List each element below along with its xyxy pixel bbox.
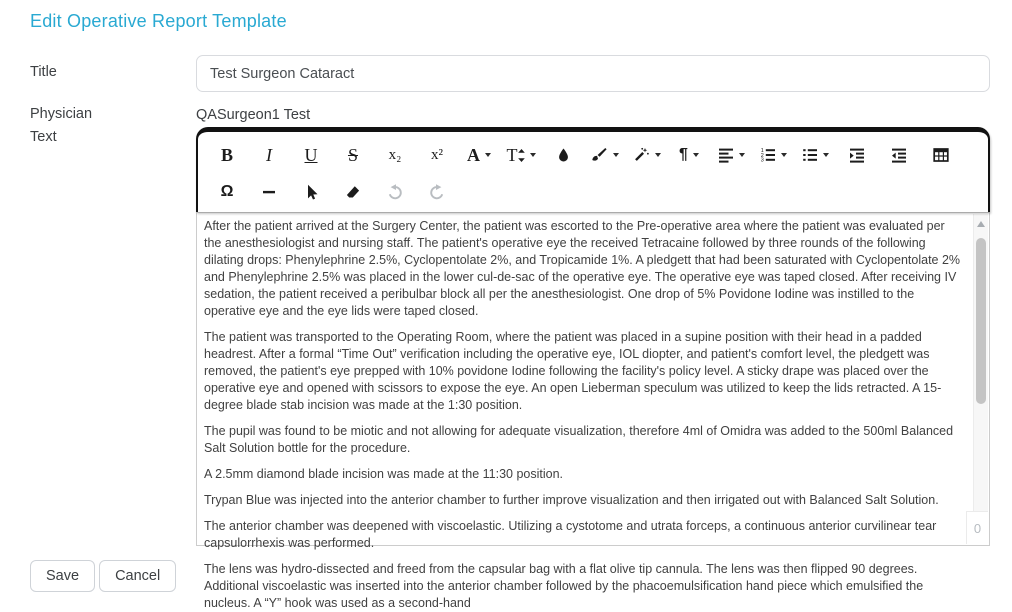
- paragraph: The anterior chamber was deepened with viscoelastic. Utilizing a cystotome and utrata forceps, a continuous anterior curvilinear tear capsulorrhexis was performed.: [204, 519, 937, 550]
- strikethrough-icon: S: [347, 145, 358, 165]
- paragraph-format-button[interactable]: [668, 136, 710, 174]
- strikethrough-button[interactable]: [332, 136, 374, 174]
- edit-operative-report-page: [0, 11, 1012, 610]
- paragraph: After the patient arrived at the Surgery Center, the patient was escorted to the Pre-operative area where the patient was evaluated per the anesthesiologist and nursing staff. The patient's operative eye the received Tetracaine followed by three rounds of the following dilating drops: Phenylephrine 2.5%, Cyclopentolate 2%, and Tropicamide 1%. A pledgett that had been saturated with Cyclopentolate 2% and Phenylephrine 2.5% was placed in the lower cul-de-sac of the operative eye. The operative eye was taped closed. After receiving IV sedation, the patient received a peribulbar block all per the anesthesiologist. One drop of 5% Povidone Iodine was instilled to the operative eye and the eye lids were taped closed.: [204, 219, 961, 318]
- chevron-down-icon: [781, 153, 787, 157]
- outdent-icon: [891, 147, 907, 163]
- select-all-button[interactable]: [290, 174, 332, 210]
- horizontal-line-icon: [262, 184, 276, 200]
- inline-style-button[interactable]: [626, 136, 668, 174]
- svg-text:1: 1: [760, 148, 764, 154]
- bold-button[interactable]: [206, 136, 248, 174]
- updown-arrows-icon: [518, 149, 525, 162]
- underline-icon: U: [304, 145, 318, 165]
- align-left-icon: [718, 147, 734, 163]
- indent-button[interactable]: [836, 136, 878, 174]
- chevron-down-icon: [823, 153, 829, 157]
- font-size-button[interactable]: [500, 136, 542, 174]
- unordered-list-button[interactable]: [794, 136, 836, 174]
- editor-scrollbar[interactable]: [973, 214, 988, 544]
- redo-icon: [429, 184, 445, 200]
- undo-icon: [387, 184, 403, 200]
- eraser-icon: [345, 184, 361, 200]
- chevron-down-icon: [613, 153, 619, 157]
- paragraph: The lens was hydro-dissected and freed from the capsular bag with a flat olive tip cannula. The lens was then flipped 90 degrees. Additional viscoelastic was inserted into the anterior chamber followed by the phacoemulsification hand piece which emulsified the nucleus. A “Y” hook was used as a second-hand: [204, 562, 924, 610]
- paragraph: The pupil was found to be miotic and not allowing for adequate visualization, therefore 4ml of Omidra was added to the 500ml Balanced Salt Solution bottle for the procedure.: [204, 424, 954, 455]
- redo-button[interactable]: [416, 174, 458, 210]
- scroll-up-icon[interactable]: [977, 221, 985, 227]
- omega-icon: Ω: [220, 183, 234, 200]
- cancel-button[interactable]: Cancel: [99, 560, 176, 592]
- italic-icon: I: [266, 145, 272, 165]
- text-color-button[interactable]: [542, 136, 584, 174]
- physician-label: Physician: [30, 106, 93, 122]
- font-family-button[interactable]: [458, 136, 500, 174]
- align-button[interactable]: [710, 136, 752, 174]
- svg-text:3: 3: [760, 157, 764, 164]
- cursor-arrow-icon: [304, 184, 318, 200]
- ordered-list-icon: [760, 147, 776, 163]
- editor-content[interactable]: [196, 212, 990, 610]
- paragraph: Trypan Blue was injected into the anterior chamber to further improve visualization and then irrigated out with Balanced Salt Solution.: [204, 493, 939, 507]
- chevron-down-icon: [530, 153, 536, 157]
- indent-icon: [849, 147, 865, 163]
- text-label: Text: [30, 129, 57, 145]
- paragraph: The patient was transported to the Operating Room, where the patient was placed in a supine position with their head in a padded headrest. After a formal “Time Out” verification including the operative eye, IOL diopter, and patient's comfort level, the pledgett was removed, the patient's eye prepped with 10% povidone Iodine following the facility's policy level. A sticky drape was placed over the operative eye and opened with scissors to expose the eye. An open Lieberman speculum was utilized to keep the lids retracted. A 15-degree blade stab incision was made at the 1:30 position.: [204, 330, 942, 412]
- paragraph-icon: ¶: [679, 146, 688, 163]
- physician-value: QASurgeon1 Test: [196, 107, 311, 123]
- paragraph: A 2.5mm diamond blade incision was made at the 11:30 position.: [204, 467, 564, 481]
- superscript-icon: x²: [431, 146, 443, 163]
- outdent-button[interactable]: [878, 136, 920, 174]
- char-counter: 0: [966, 511, 988, 544]
- bold-icon: B: [220, 145, 233, 165]
- insert-table-button[interactable]: [920, 136, 962, 174]
- underline-button[interactable]: [290, 136, 332, 174]
- superscript-button[interactable]: [416, 136, 458, 174]
- title-label: Title: [30, 64, 57, 80]
- title-input[interactable]: [196, 55, 990, 92]
- physician-row: [30, 106, 990, 123]
- droplet-icon: [556, 147, 571, 163]
- magic-wand-icon: [633, 147, 650, 163]
- clear-formatting-button[interactable]: [332, 174, 374, 210]
- subscript-button[interactable]: [374, 136, 416, 174]
- rich-text-editor: [196, 127, 990, 610]
- svg-text:2: 2: [760, 152, 764, 159]
- ordered-list-button[interactable]: [752, 136, 794, 174]
- paint-format-button[interactable]: [584, 136, 626, 174]
- scrollbar-thumb[interactable]: [976, 238, 986, 404]
- subscript-icon: x₂: [388, 146, 402, 163]
- editor-toolbar: [196, 127, 990, 212]
- unordered-list-icon: [802, 147, 818, 163]
- table-icon: [933, 147, 949, 163]
- toolbar-row-1: [206, 136, 980, 174]
- font-family-icon: A: [467, 145, 480, 165]
- undo-button[interactable]: [374, 174, 416, 210]
- save-button[interactable]: Save: [30, 560, 95, 592]
- chevron-down-icon: [739, 153, 745, 157]
- special-characters-button[interactable]: [206, 174, 248, 210]
- toolbar-row-2: [206, 174, 980, 210]
- title-row: [30, 55, 990, 92]
- paint-brush-icon: [591, 147, 608, 163]
- font-size-icon: T: [506, 145, 518, 165]
- chevron-down-icon: [655, 153, 661, 157]
- italic-button[interactable]: [248, 136, 290, 174]
- page-title: Edit Operative Report Template: [30, 11, 287, 31]
- editor-text: [197, 213, 989, 612]
- chevron-down-icon: [693, 153, 699, 157]
- chevron-down-icon: [485, 153, 491, 157]
- horizontal-line-button[interactable]: [248, 174, 290, 210]
